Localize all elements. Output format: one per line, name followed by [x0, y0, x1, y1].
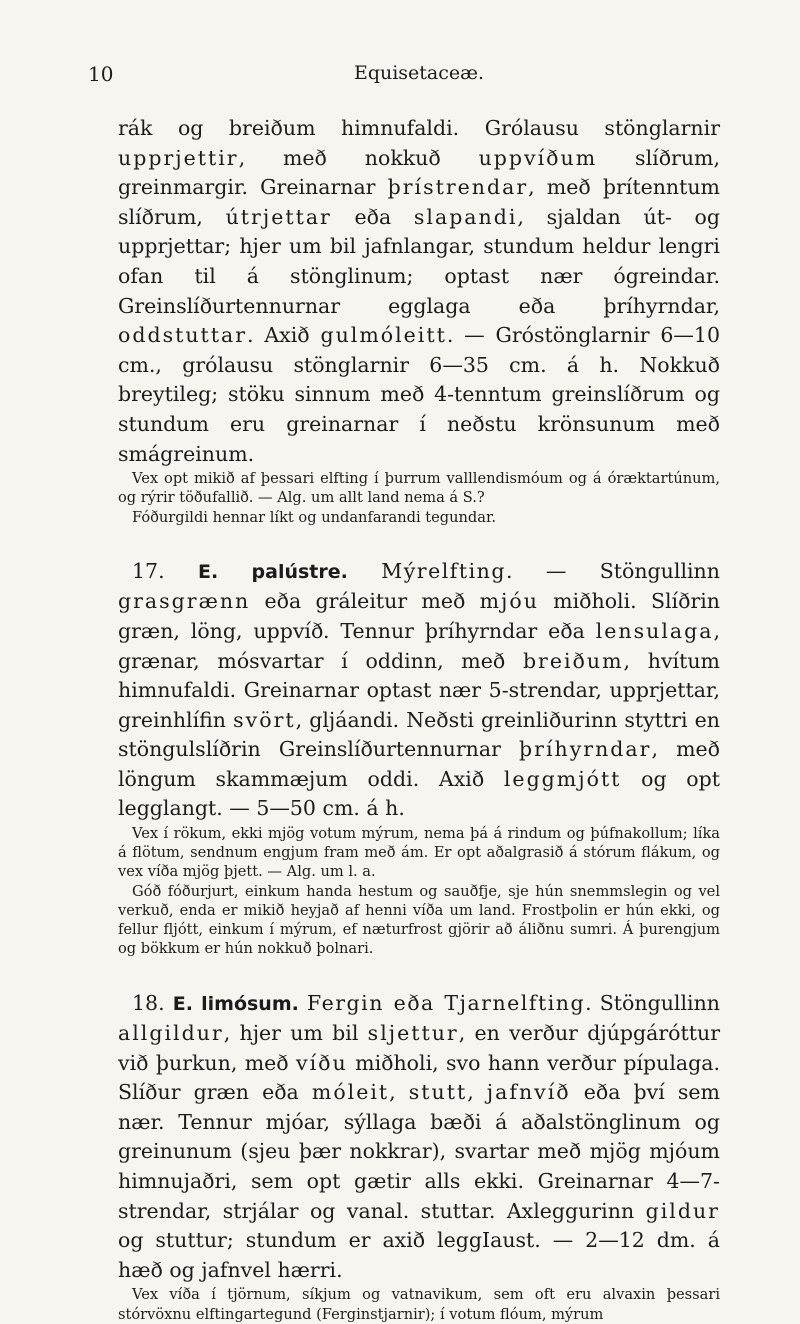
page-body: [118, 114, 720, 1324]
text-run: . — Gróstönglarnir 6—10 cm., grólausu stönglarnir 6—35 cm. á h. Nokkuð breytileg; stöku sinnum með 4-tenntum greinslíðrum og stundum eru greinarnar í neðstu krönsunum með smágreinum.: [118, 323, 720, 466]
text-run: miðholi. Slíðrin græn, löng, uppvíð. Tennur þríhyrndar eða: [118, 589, 720, 643]
text-run: , sjaldan út- og upprjettar; hjer um bil jafnlangar, stundum heldur lengri ofan til á stönglinum; optast nær ógreindar. Greinslíðurtennurnar egglaga eða þríhyrndar,: [118, 204, 720, 318]
spaced-term: víðu: [296, 1050, 348, 1075]
spaced-term: jafnvíð: [486, 1080, 571, 1105]
text-run: . — Stöngullinn: [506, 558, 720, 583]
spaced-term: þrístrendar: [387, 175, 529, 200]
page-header: [88, 62, 720, 86]
text-run: og stuttur; stundum er axið leggIaust. — 2—12 dm. á hæð og jafnvel hærri.: [118, 1228, 720, 1282]
spaced-term: sljettur: [367, 1021, 459, 1046]
text-run: , með nokkuð: [238, 145, 479, 170]
text-run: , gljáandi. Neðsti greinliðurinn styttri en stöngulslíðrin Greinslíðurtennurnar: [118, 707, 720, 762]
genus-abbrev: E.: [197, 560, 219, 583]
entry-18-habitat: Vex víða í tjörnum, síkjum og vatnavikum, sem oft eru alvaxin þessari stórvöxnu elftingartegund (Ferginstjarnir); í votum flóum, mýrum: [118, 1286, 720, 1323]
text-run: , hjer um bil: [223, 1021, 368, 1046]
species-name: palústre.: [251, 560, 348, 583]
genus-abbrev: E.: [172, 992, 193, 1015]
spaced-term: þríhyrndar: [519, 737, 652, 762]
spaced-term: oddstuttar: [118, 323, 248, 348]
text-run: miðholi, svo hann verður pípulaga. Slíður græn eða: [118, 1050, 720, 1105]
spaced-term: útrjettar: [225, 204, 332, 229]
text-run: , en verður djúpgáróttur við þurkun, með: [118, 1021, 721, 1075]
entry-17-fodder: Góð fóðurjurt, einkum handa hestum og sauðfje, sje hún snemmslegin og vel verkuð, enda er mikið heyjað af henni víða um land. Frostþolin er hún ekki, og fellur fljótt, einkum í mýrum, ef næturfrost gjörir að áliðnu sumri. Á þurengjum og bökkum er hún nokkuð þolnari.: [118, 882, 720, 958]
entry-17: [118, 557, 720, 824]
text-run: . Stöngullinn: [585, 990, 720, 1015]
spaced-term: svört: [233, 707, 296, 732]
intro-note-fodder: Fóðurgildi hennar líkt og undanfarandi tegundar.: [132, 508, 496, 526]
spaced-term: grasgrænn: [118, 589, 251, 614]
spaced-term: móleit: [311, 1080, 390, 1105]
text-run: , grænar, mósvartar í oddinn, með: [118, 618, 720, 673]
entry-number: 17.: [132, 558, 165, 583]
spaced-term: breiðum: [522, 648, 624, 673]
entry-17-habitat: Vex í rökum, ekki mjög votum mýrum, nema þá á rindum og þúfnakollum; líka á flötum, sendnum engjum fram með ám. Er opt aðalgrasið á stórum flákum, og vex víða mjög þjett. — Alg. um l. a.: [118, 825, 720, 881]
spaced-term: gulmóleitt: [320, 323, 447, 348]
entry-number: 18.: [132, 990, 165, 1015]
text-run: eða því sem nær. Tennur mjóar, sýllaga bæði á aðalstönglinum og greinunum (sjeu þær nokkrar), svartar með mjög mjóum himnujaðri, sem opt gætir alls ekki. Greinarnar 4—7-strendar, strjálar og vanal. stuttar. Axleggurinn: [118, 1080, 720, 1223]
running-head: Equisetaceæ.: [353, 62, 485, 84]
entry-18: [118, 989, 720, 1286]
spaced-term: lensulaga: [595, 618, 714, 643]
spaced-term: upprjettir: [118, 145, 239, 170]
text-run: . Axið: [247, 323, 321, 348]
text-run: ,: [467, 1080, 487, 1105]
text-run: ,: [389, 1080, 409, 1105]
text-run: eða: [331, 204, 414, 229]
text-run: eða gráleitur með: [250, 589, 480, 614]
spaced-term: gildur: [645, 1198, 720, 1223]
species-name: limósum.: [201, 992, 299, 1015]
spaced-term: slapandi: [413, 204, 518, 229]
spaced-term: allgildur: [118, 1021, 224, 1046]
text-run: , með löngum skammæjum oddi. Axið: [118, 737, 720, 791]
text-run: , með þrítenntum slíðrum,: [118, 175, 720, 229]
text-run: og opt legglangt. — 5—50 cm. á h.: [118, 766, 720, 821]
intro-paragraph: [118, 114, 720, 469]
common-name: Fergin eða Tjarnelfting: [307, 990, 586, 1015]
spaced-term: stutt: [408, 1080, 468, 1105]
page-number: 10: [88, 62, 114, 86]
text-run: slíðrum, greinmargir. Greinarnar: [118, 145, 720, 200]
text-run: rák og breiðum himnufaldi. Grólausu stönglarnir: [118, 116, 720, 140]
intro-note-habitat: Vex opt mikið af þessari elfting í þurrum valllendismóum og á óræktartúnum, og rýrir töðufallið. — Alg. um allt land nema á S.?: [118, 470, 720, 507]
spaced-term: uppvíðum: [478, 145, 598, 170]
spaced-term: mjóu: [479, 589, 539, 614]
spaced-term: leggmjótt: [503, 766, 622, 791]
common-name: Mýrelfting: [381, 558, 506, 583]
text-run: , hvítum himnufaldi. Greinarnar optast nær 5-strendar, upprjettar, greinhlífin: [118, 648, 720, 732]
